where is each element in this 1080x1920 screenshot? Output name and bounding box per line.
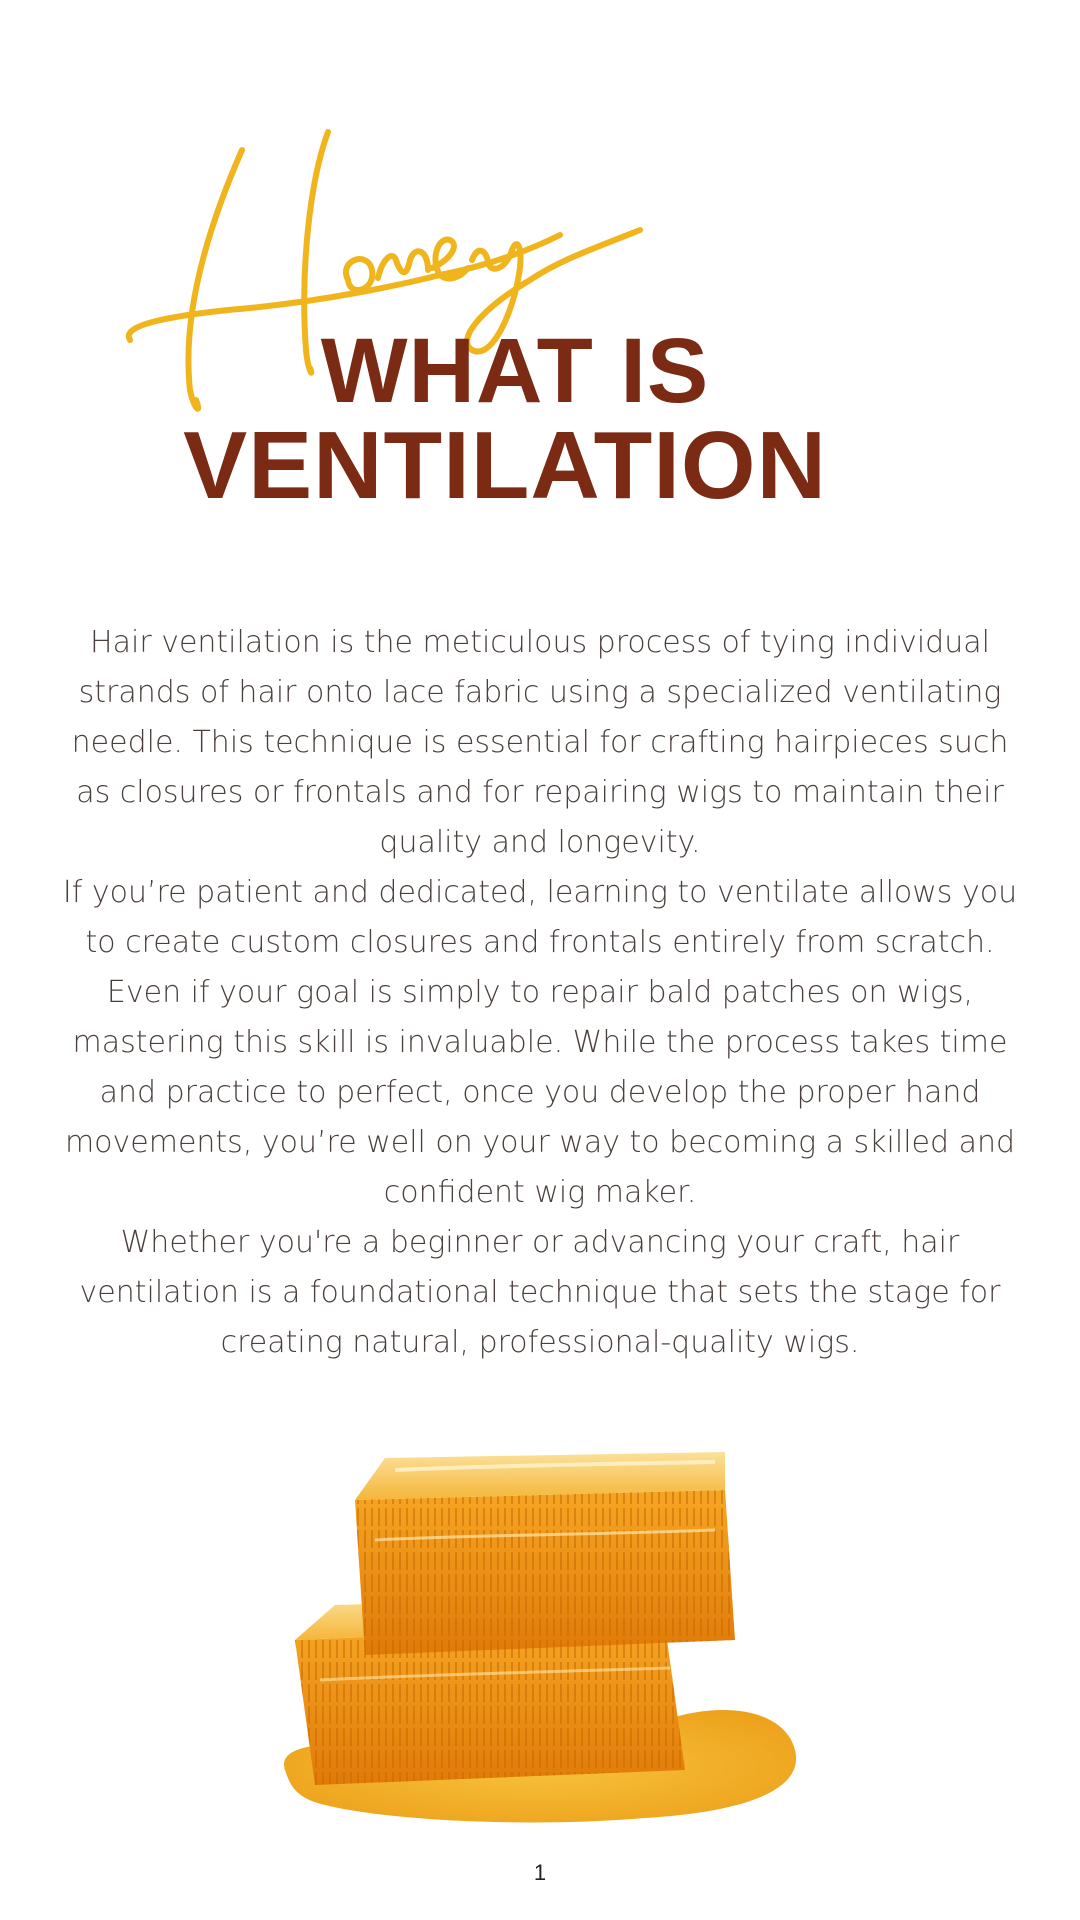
paragraph: Hair ventilation is the meticulous process of tying individual strands of hair onto lace fabric using a specialized ventilating needle. This technique is essential for crafting hairpieces such as closures or frontals and for repairing wigs to maintain their quality and longevity. (71, 625, 1009, 860)
honeycomb-image (265, 1440, 825, 1840)
page-number: 1 (533, 1860, 547, 1885)
page-title-line2: VENTILATION (183, 412, 827, 519)
body-text (60, 618, 1020, 1368)
page-title-line1: WHAT IS (320, 320, 710, 422)
paragraph: Whether you're a beginner or advancing your craft, hair ventilation is a foundational technique that sets the stage for creating natural, professional-quality wigs. (79, 1225, 1001, 1360)
paragraph: If you’re patient and dedicated, learning to ventilate allows you to create custom closures and frontals entirely from scratch. Even if your goal is simply to repair bald patches on wigs, mastering this skill is invaluable. While the process takes time and practice to perfect, once you develop the proper hand movements, you’re well on your way to becoming a skilled and confident wig maker. (62, 875, 1018, 1210)
